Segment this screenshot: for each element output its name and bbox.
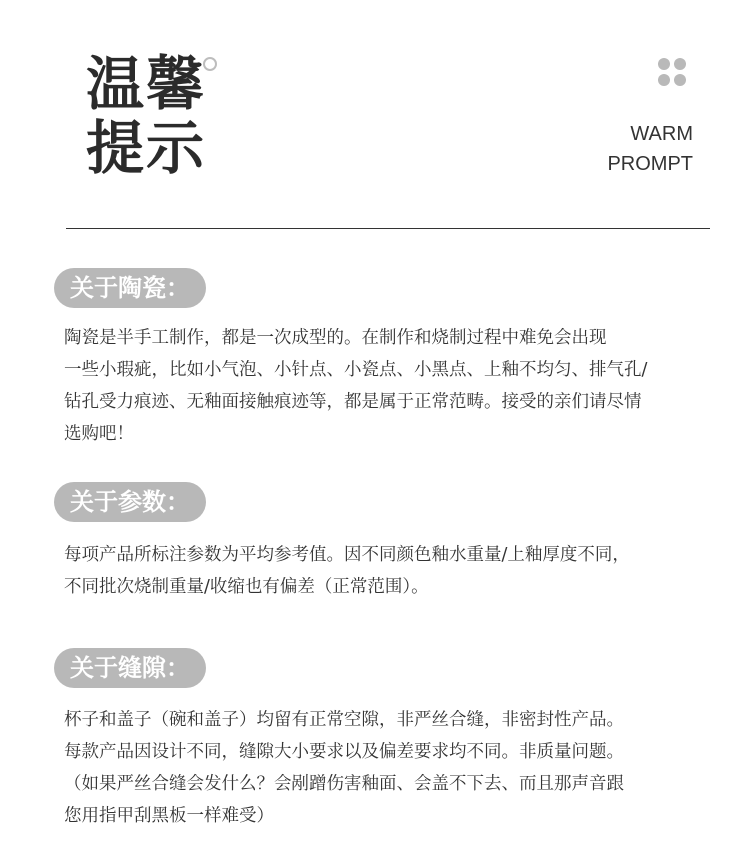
text-line: 每项产品所标注参数为平均参考值。因不同颜色釉水重量/上釉厚度不同， bbox=[64, 545, 630, 565]
section-text-ceramics bbox=[64, 322, 714, 450]
text-line: 每款产品因设计不同，缝隙大小要求以及偏差要求均不同。非质量问题。 bbox=[64, 742, 624, 762]
text-line: 钻孔受力痕迹、无釉面接触痕迹等，都是属于正常范畴。接受的亲们请尽情 bbox=[64, 392, 642, 412]
section-title-ceramics: 关于陶瓷： bbox=[54, 268, 206, 308]
text-line: 一些小瑕疵，比如小气泡、小针点、小瓷点、小黑点、上釉不均匀、排气孔/ bbox=[64, 360, 648, 380]
header-divider bbox=[66, 228, 710, 229]
circle-decoration-icon bbox=[203, 57, 217, 71]
english-subtitle bbox=[607, 119, 693, 179]
text-line: 杯子和盖子（碗和盖子）均留有正常空隙，非严丝合缝，非密封性产品。 bbox=[64, 710, 624, 730]
subtitle-line-2: PROMPT bbox=[607, 153, 693, 175]
text-line: 您用指甲刮黑板一样难受） bbox=[64, 806, 274, 826]
section-title-gaps: 关于缝隙： bbox=[54, 648, 206, 688]
section-text-gaps bbox=[64, 704, 714, 832]
text-line: （如果严丝合缝会发什么？会剐蹭伤害釉面、会盖不下去、而且那声音跟 bbox=[64, 774, 624, 794]
page-title bbox=[86, 52, 206, 180]
subtitle-line-1: WARM bbox=[630, 123, 693, 145]
section-text-parameters bbox=[64, 539, 714, 603]
text-line: 不同批次烧制重量/收缩也有偏差（正常范围）。 bbox=[64, 577, 429, 597]
title-line-1: 温馨 bbox=[86, 50, 207, 118]
section-title-parameters: 关于参数： bbox=[54, 482, 206, 522]
text-line: 陶瓷是半手工制作，都是一次成型的。在制作和烧制过程中难免会出现 bbox=[64, 328, 607, 348]
four-dots-icon bbox=[658, 58, 688, 88]
title-line-2: 提示 bbox=[86, 114, 207, 182]
text-line: 选购吧！ bbox=[64, 424, 134, 444]
